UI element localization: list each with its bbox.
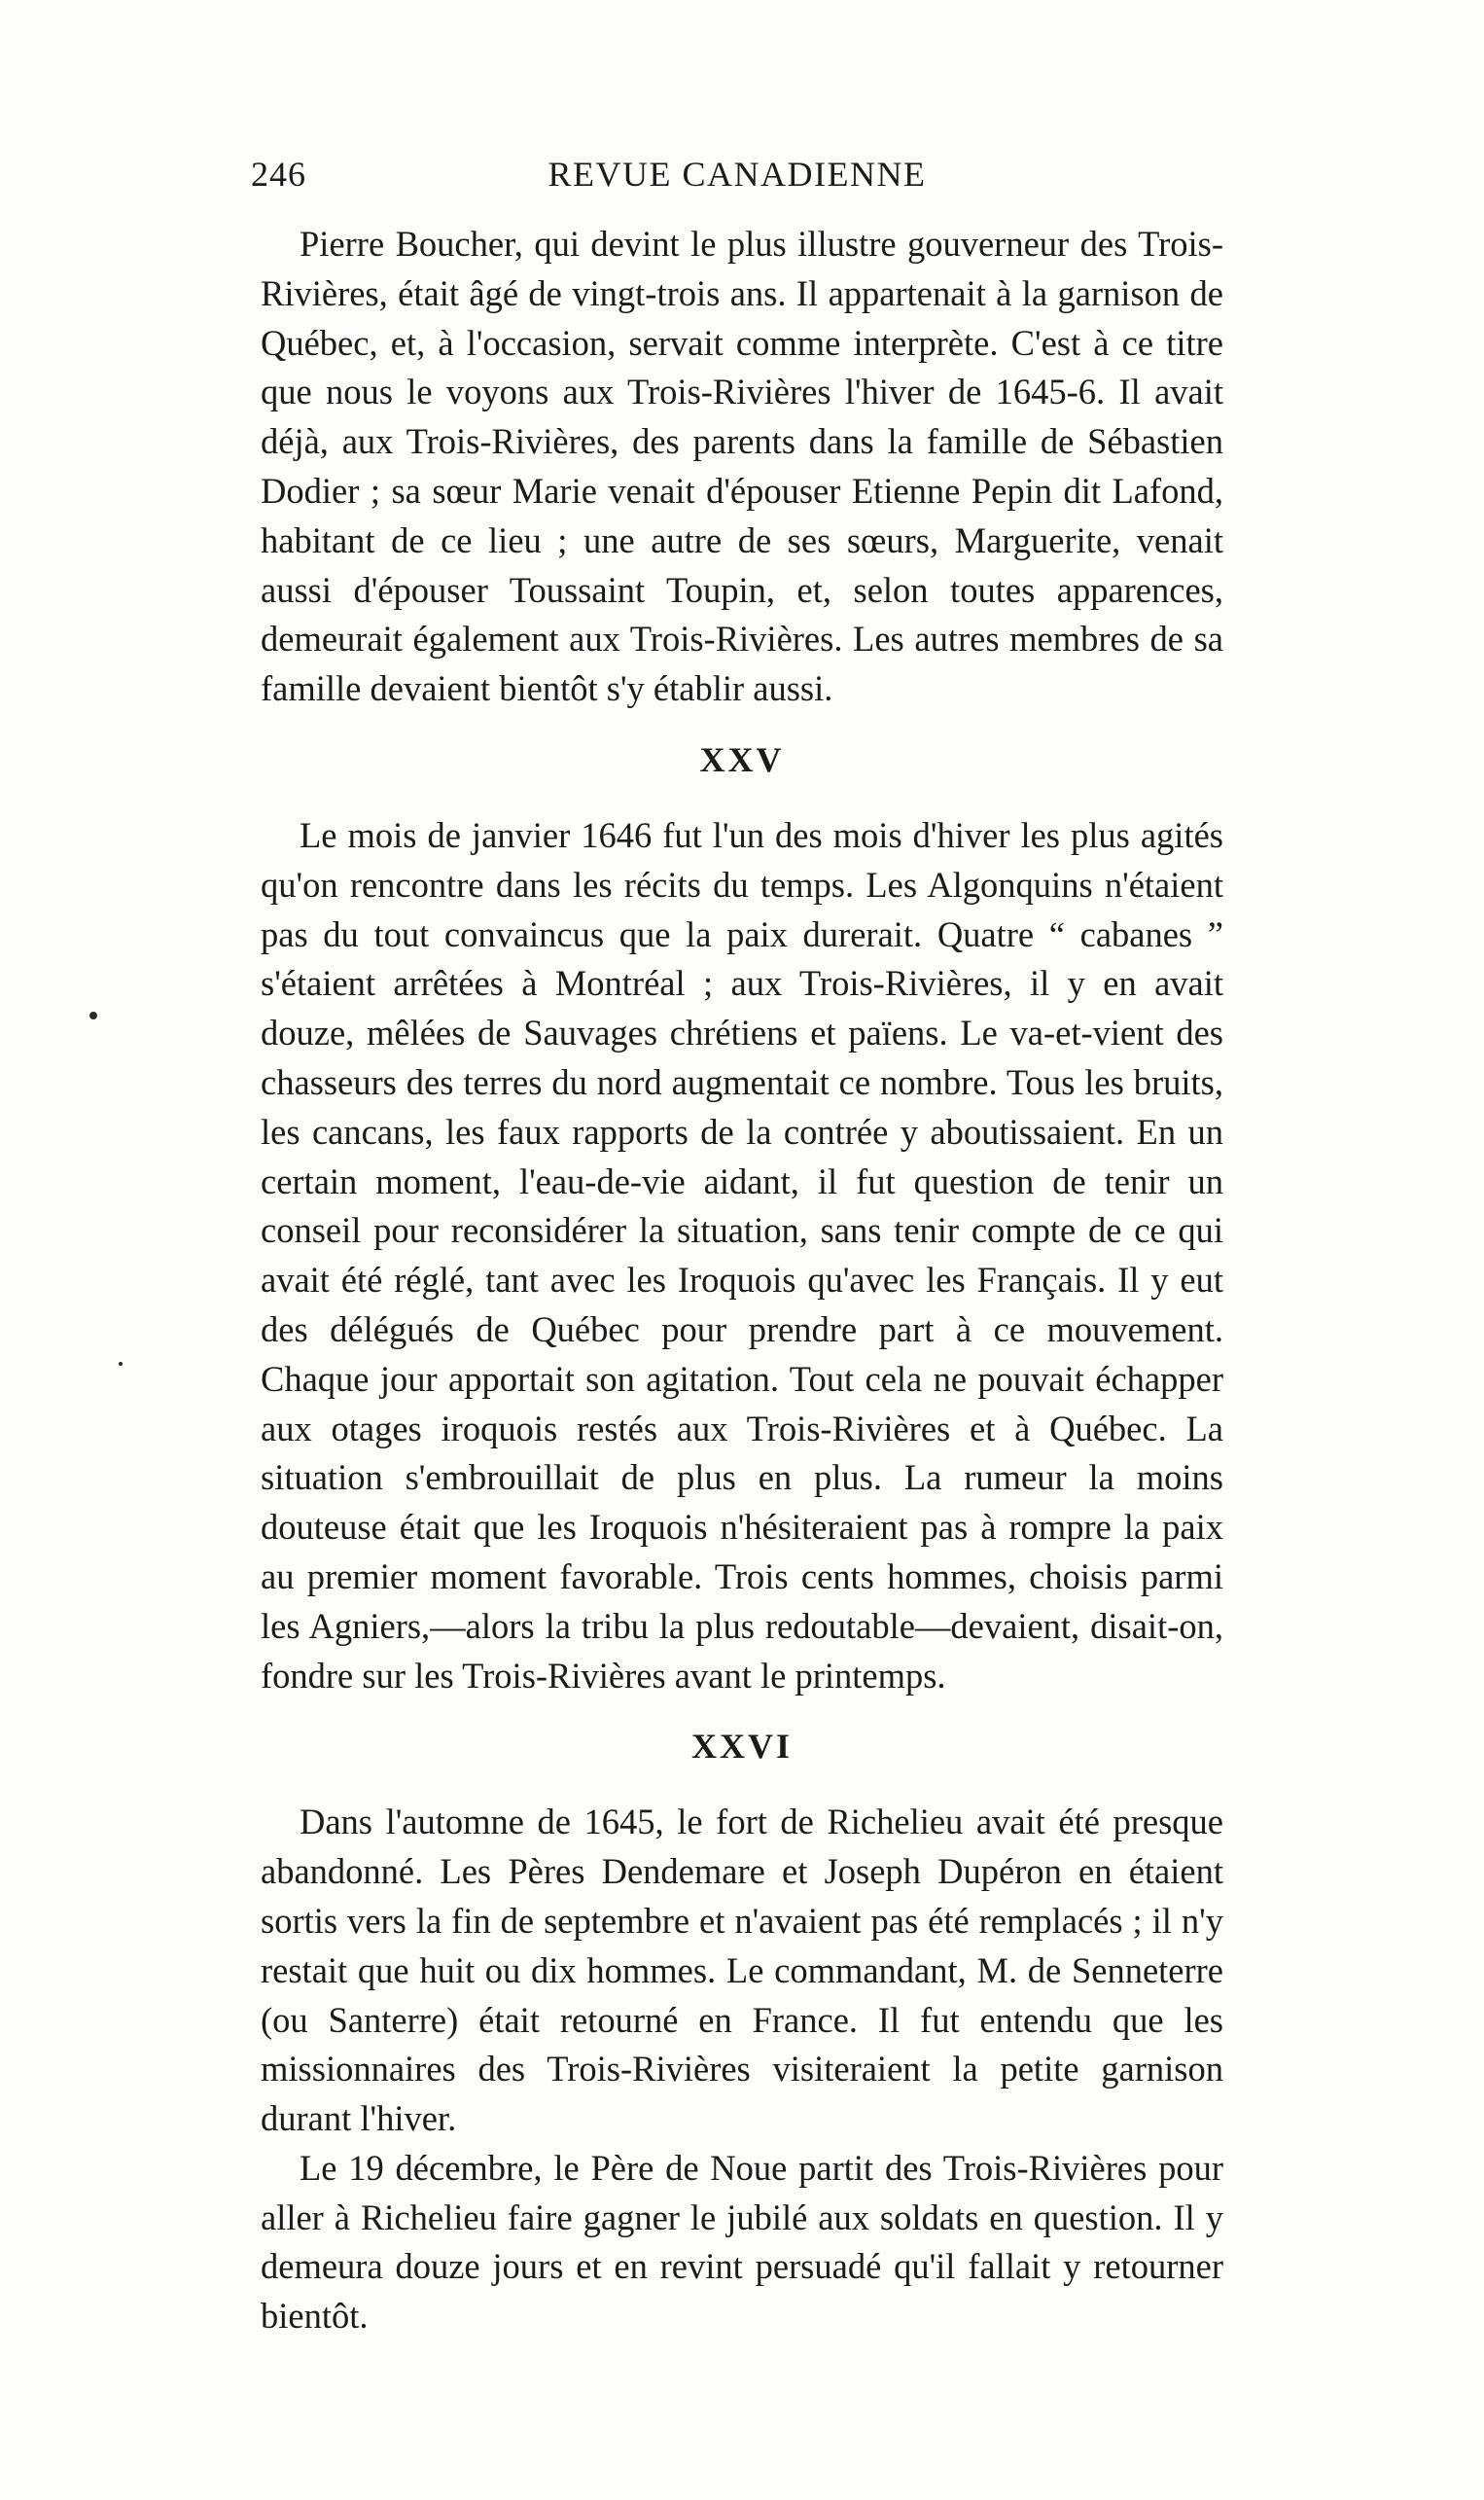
paragraph-automne-1645: Dans l'automne de 1645, le fort de Richelieu avait été presque abandonné. Les Pères Dendemare et Joseph Dupéron en étaient sortis vers la fin de septembre et n'avaient pas été remplacés ; il n'y restait que huit ou dix hommes. Le commandant, M. de Senneterre (ou Santerre) était retourné en France. Il fut entendu que les missionnaires des Trois-Rivières visiteraient la petite garnison durant l'hiver. xyxy=(261,1802,1223,2139)
paragraph-janvier-1646: Le mois de janvier 1646 fut l'un des mois d'hiver les plus agités qu'on rencontre dans les récits du temps. Les Algonquins n'étaient pas du tout convaincus que la paix durerait. Quatre “ cabanes ” s'étaient arrêtées à Montréal ; aux Trois-Rivières, il y en avait douze, mêlées de Sauvages chrétiens et païens. Le va-et-vient des chasseurs des terres du nord augmentait ce nombre. Tous les bruits, les cancans, les faux rapports de la contrée y aboutissaient. En un certain moment, l'eau-de-vie aidant, il fut question de tenir un conseil pour reconsidérer la situation, sans tenir compte de ce qui avait été réglé, tant avec les Iroquois qu'avec les Français. Il y eut des délégués de Québec pour prendre part à ce mouvement. Chaque jour apportait son agitation. Tout cela ne pouvait échapper aux otages iroquois restés aux Trois-Rivières et à Québec. La situation s'embrouillait de plus en plus. La rumeur la moins douteuse était que les Iroquois n'hésiteraient pas à rompre la paix au premier moment favorable. Trois cents hommes, choisis parmi les Agniers,—alors la tribu la plus redoutable—devaient, disait-on, fondre sur les Trois-Rivières avant le printemps. xyxy=(261,814,1223,1696)
page-number: 246 xyxy=(251,155,306,194)
margin-ink-dot-small xyxy=(119,1362,123,1366)
running-head xyxy=(251,154,1223,196)
section-heading-xxv: XXV xyxy=(699,739,785,779)
paragraph-19-decembre: Le 19 décembre, le Père de Noue partit des Trois-Rivières pour aller à Richelieu faire gagner le jubilé aux soldats en question. Il y demeura douze jours et en revint persuadé qu'il fallait y retourner bientôt. xyxy=(261,2147,1223,2337)
journal-title: REVUE CANADIENNE xyxy=(548,155,927,194)
paragraph-pierre-boucher: Pierre Boucher, qui devint le plus illustre gouverneur des Trois-Rivières, était âgé de vingt-trois ans. Il appartenait à la garnison de Québec, et, à l'occasion, servait comme interprète. C'est à ce titre que nous le voyons aux Trois-Rivières l'hiver de 1645-6. Il avait déjà, aux Trois-Rivières, des parents dans la famille de Sébastien Dodier ; sa sœur Marie venait d'épouser Etienne Pepin dit Lafond, habitant de ce lieu ; une autre de ses sœurs, Marguerite, venait aussi d'épouser Toussaint Toupin, et, selon toutes apparences, demeurait également aux Trois-Rivières. Les autres membres de sa famille devaient bientôt s'y établir aussi. xyxy=(261,224,1223,709)
section-heading-xxvi: XXVI xyxy=(690,1727,793,1767)
main-text xyxy=(261,220,1223,2341)
margin-ink-dot xyxy=(89,1012,97,1019)
